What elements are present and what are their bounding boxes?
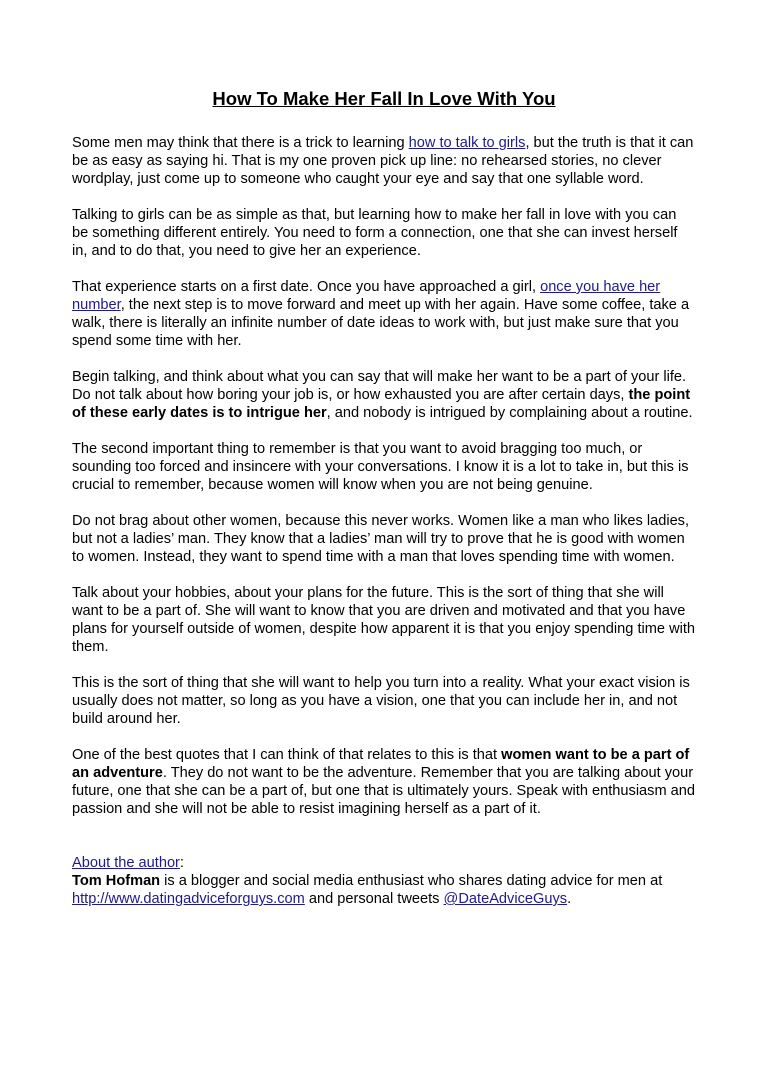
about-the-author-link[interactable]: About the author [72, 855, 180, 871]
author-heading [72, 854, 696, 872]
paragraph-text: Some men may think that there is a trick to learning [72, 135, 409, 151]
author-bio-text: is a blogger and social media enthusiast who shares dating advice for men at [160, 873, 663, 889]
paragraph-text: , and nobody is intrigued by complaining about a routine. [326, 405, 693, 421]
paragraph-text: , the next step is to move forward and meet up with her again. Have some coffee, take a walk, there is literally an infinite number of date ideas to work with, but just make sure that you spend some time with her. [72, 297, 690, 349]
once-you-have-her-number-link[interactable]: once you have her number [72, 279, 661, 313]
paragraph-5: The second important thing to remember is that you want to avoid bragging too much, or sounding too forced and insincere with your conversations. I know it is a lot to take in, but this is crucial to remember, because women will know when you are not being genuine. [72, 441, 689, 493]
author-section [72, 854, 696, 908]
paragraph-text: Begin talking, and think about what you can say that will make her want to be a part of your life. Do not talk about how boring your job is, or how exhausted you are after certain days, [72, 369, 687, 403]
author-heading-colon: : [179, 855, 184, 871]
paragraph-4 [72, 368, 696, 422]
bold-phrase: women want to be a part of an adventure [72, 747, 690, 781]
author-bio [72, 872, 696, 908]
paragraph-9 [72, 746, 696, 818]
author-bio-end: . [567, 891, 572, 907]
paragraph-text: One of the best quotes that I can think of that relates to this is that [72, 747, 502, 763]
paragraph-6: Do not brag about other women, because this never works. Women like a man who likes ladies, but not a ladies’ man. They know that a ladies’ man will try to prove that he is good with women to women. Instead, they want to spend time with a man that loves spending time with women. [72, 513, 690, 565]
paragraph-text: , but the truth is that it can be as easy as saying hi. That is my one proven pick up line: no rehearsed stories, no clever wordplay, just come up to someone who caught your eye and say that one syllable word. [72, 135, 694, 187]
how-to-talk-to-girls-link[interactable]: how to talk to girls [408, 135, 526, 151]
author-website-link[interactable]: http://www.datingadviceforguys.com [72, 891, 305, 907]
author-bio-text: and personal tweets [304, 891, 444, 907]
author-twitter-link[interactable]: @DateAdviceGuys [443, 891, 568, 907]
page-title: How To Make Her Fall In Love With You [212, 88, 556, 109]
document-page [72, 88, 696, 908]
paragraph-2: Talking to girls can be as simple as that, but learning how to make her fall in love with you can be something different entirely. You need to form a connection, one that she can invest herself in, and to do that, you need to give her an experience. [72, 207, 678, 259]
paragraph-8: This is the sort of thing that she will want to help you turn into a reality. What your exact vision is usually does not matter, so long as you have a vision, one that you can include her in, and not build around her. [72, 675, 690, 727]
paragraph-3 [72, 278, 696, 350]
paragraph-text: . They do not want to be the adventure. Remember that you are talking about your future, one that she can be a part of, but one that is ultimately yours. Speak with enthusiasm and passion and she will not be able to resist imagining herself as a part of it. [72, 765, 696, 817]
paragraph-7: Talk about your hobbies, about your plans for the future. This is the sort of thing that she will want to be a part of. She will want to know that you are driven and motivated and that you have plans for yourself outside of women, despite how apparent it is that you enjoy spending time with them. [72, 585, 696, 655]
paragraph-1 [72, 134, 696, 188]
bold-phrase: the point of these early dates is to intrigue her [72, 387, 691, 421]
paragraph-text: That experience starts on a first date. Once you have approached a girl, [72, 279, 541, 295]
author-name: Tom Hofman [72, 873, 161, 889]
